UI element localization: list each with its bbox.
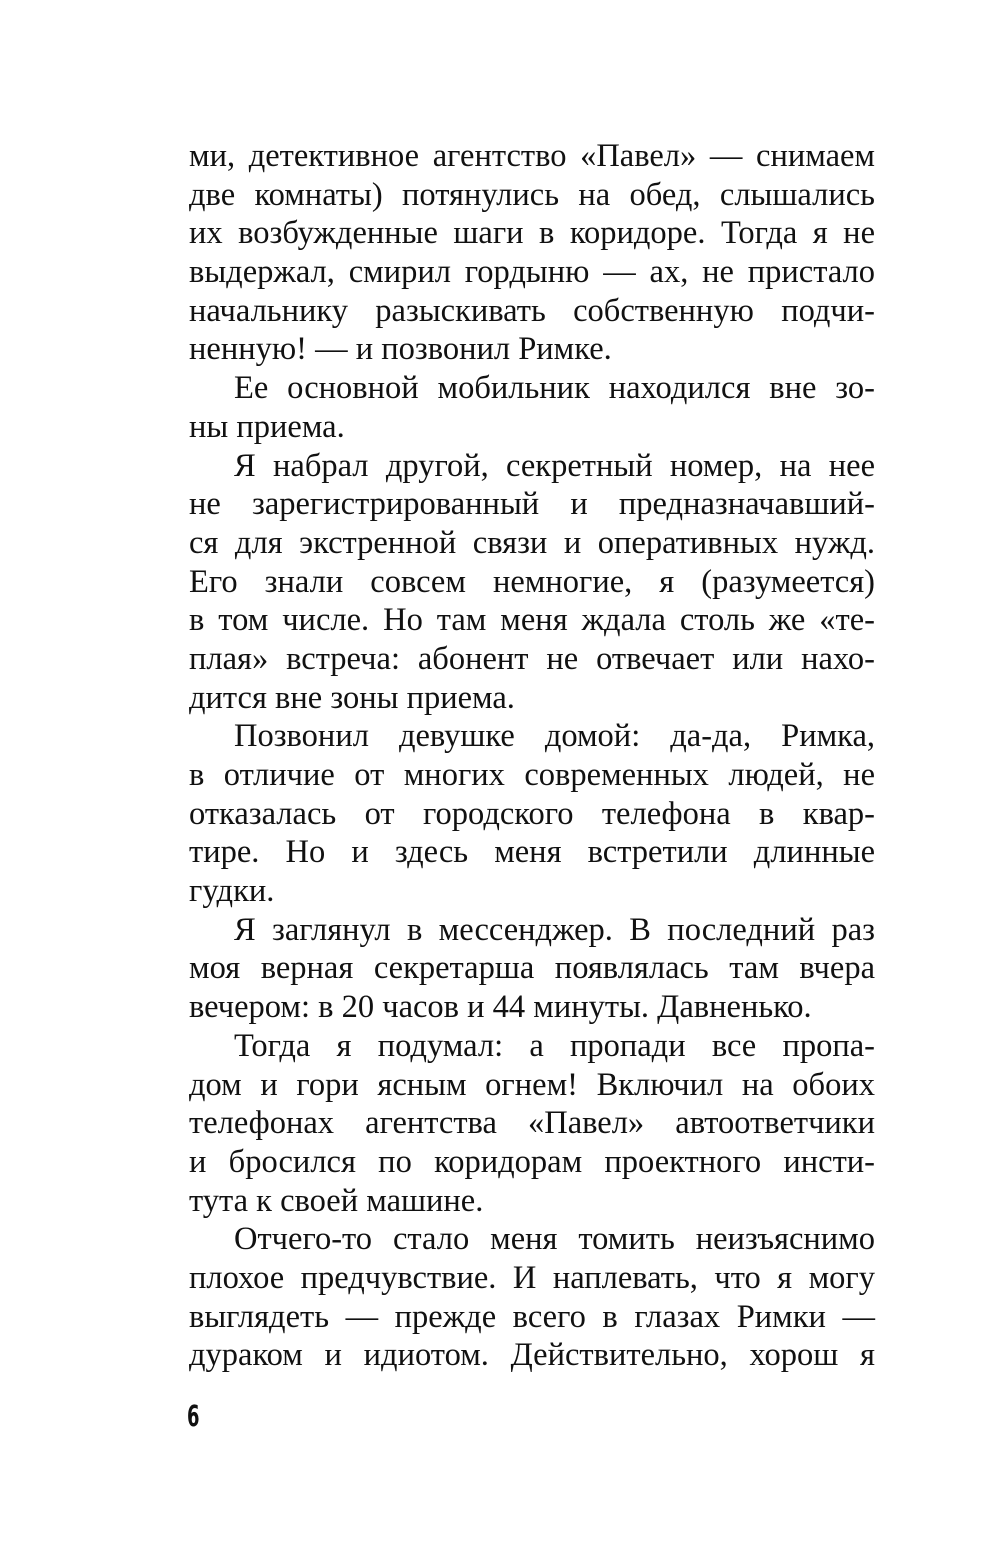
text-line: выдержал, смирил гордыню — ах, не пристало — [189, 254, 875, 291]
paragraph-5 — [189, 911, 875, 1027]
text-line: Ее основной мобильник находился вне зо- — [234, 370, 875, 407]
text-line: Тогда я подумал: а пропади все пропа- — [234, 1027, 875, 1064]
text-line: вечером: в 20 часов и 44 минуты. Давненько. — [189, 989, 812, 1026]
text-line: телефонах агентства «Павел» автоответчики — [189, 1105, 875, 1142]
paragraph-1 — [189, 137, 875, 369]
paragraph-7 — [189, 1220, 875, 1375]
text-line: и бросился по коридорам проектного инсти- — [189, 1143, 875, 1180]
text-line: тута к своей машине. — [189, 1182, 484, 1219]
text-line: плая» встреча: абонент не отвечает или нахо- — [189, 640, 875, 677]
text-line: в том числе. Но там меня ждала столь же «те- — [189, 602, 875, 639]
text-line: тире. Но и здесь меня встретили длинные — [189, 834, 875, 871]
text-line: Я набрал другой, секретный номер, на нее — [234, 447, 875, 484]
body-text — [189, 137, 875, 1375]
text-line: дится вне зоны приема. — [189, 679, 515, 716]
text-line: дом и гори ясным огнем! Включил на обоих — [189, 1066, 875, 1103]
text-line: Я заглянул в мессенджер. В последний раз — [234, 911, 875, 948]
text-line: выглядеть — прежде всего в глазах Римки — — [189, 1298, 875, 1335]
text-line: ми, детективное агентство «Павел» — снимаем — [189, 138, 875, 174]
text-line: ся для экстренной связи и оперативных нужд. — [189, 524, 875, 561]
text-line: в отличие от многих современных людей, не — [189, 757, 875, 793]
text-line: не зарегистрированный и предназначавший- — [189, 486, 875, 523]
text-line: плохое предчувствие. И наплевать, что я могу — [189, 1259, 875, 1296]
paragraph-3 — [189, 447, 875, 718]
text-line: моя верная секретарша появлялась там вчера — [189, 950, 875, 987]
text-line: Позвонил девушке домой: да-да, Римка, — [234, 718, 875, 755]
paragraph-6 — [189, 1027, 875, 1220]
text-line: ны приема. — [189, 408, 345, 445]
page-number: 6 — [187, 1399, 200, 1433]
paragraph-4 — [189, 717, 875, 910]
text-line: Его знали совсем немногие, я (разумеется) — [189, 563, 875, 600]
text-line: две комнаты) потянулись на обед, слышались — [189, 176, 875, 213]
text-line: отказалась от городского телефона в квар- — [189, 795, 875, 832]
text-line: гудки. — [189, 873, 275, 910]
text-line: дураком и идиотом. Действительно, хорош я — [189, 1337, 875, 1374]
text-line: начальнику разыскивать собственную подчи- — [189, 292, 875, 329]
paragraph-2 — [189, 369, 875, 446]
text-line: их возбужденные шаги в коридоре. Тогда я не — [189, 215, 875, 252]
text-line: Отчего-то стало меня томить неизъяснимо — [234, 1221, 875, 1258]
text-line: ненную! — и позвонил Римке. — [189, 331, 612, 368]
